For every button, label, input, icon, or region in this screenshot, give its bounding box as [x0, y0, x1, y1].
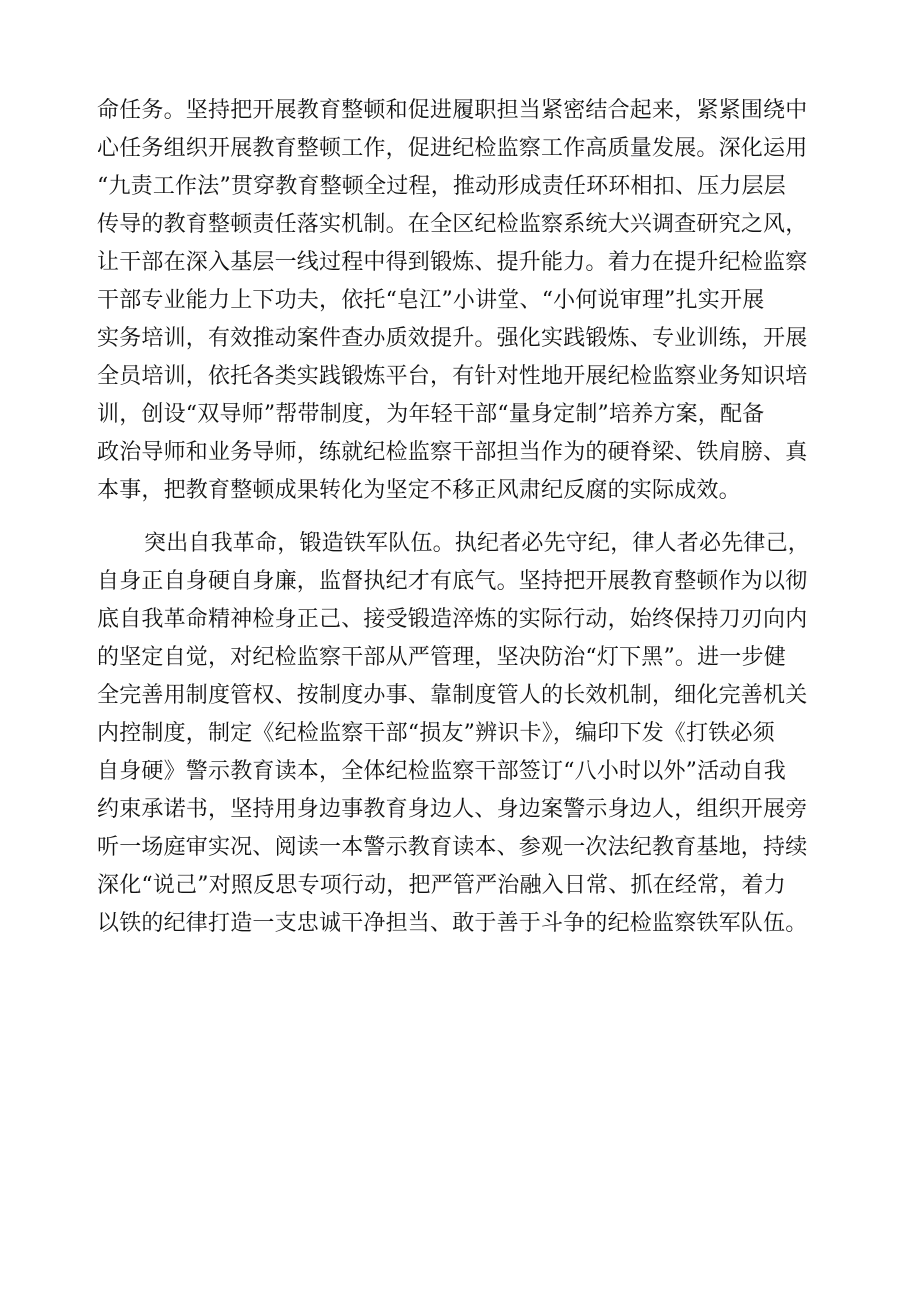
- text-line: 政治导师和业务导师，练就纪检监察干部担当作为的硬脊梁、铁肩膀、真: [97, 440, 808, 465]
- text-line: 本事，把教育整顿成果转化为坚定不移正风肃纪反腐的实际成效。: [97, 478, 741, 503]
- text-line: 底自我革命精神检身正己、接受锻造淬炼的实际行动，始终保持刀刃向内: [97, 607, 808, 632]
- text-line: 自身硬》警示教育读本，全体纪检监察干部签订“八小时以外”活动自我: [97, 759, 786, 784]
- paragraph-spacer: [97, 510, 857, 525]
- text-line: 全完善用制度管权、按制度办事、靠制度管人的长效机制，细化完善机关: [97, 683, 808, 708]
- text-line: 深化“说己”对照反思专项行动，把严管严治融入日常、抓在经常，着力: [97, 873, 786, 898]
- text-line: 听一场庭审实况、阅读一本警示教育读本、参观一次法纪教育基地，持续: [97, 835, 808, 860]
- text-line: 内控制度，制定《纪检监察干部“损友”辨识卡》，编印下发《打铁必须: [97, 721, 775, 746]
- text-line: 实务培训，有效推动案件查办质效提升。强化实践锻炼、专业训练，开展: [97, 326, 808, 351]
- paragraph-1: [97, 92, 857, 510]
- text-line: 训，创设“双导师”帮带制度，为年轻干部“量身定制”培养方案，配备: [97, 402, 765, 427]
- paragraph-2: [97, 525, 857, 943]
- text-line: 以铁的纪律打造一支忠诚干净担当、敢于善于斗争的纪检监察铁军队伍。: [97, 911, 808, 936]
- text-line: 突出自我革命，锻造铁军队伍。执纪者必先守纪，律人者必先律己，: [144, 531, 811, 556]
- text-line: 的坚定自觉，对纪检监察干部从严管理，坚决防治“灯下黑”。进一步健: [97, 645, 786, 670]
- text-line: 命任务。坚持把开展教育整顿和促进履职担当紧密结合起来，紧紧围绕中: [97, 98, 808, 123]
- text-line: 让干部在深入基层一线过程中得到锻炼、提升能力。着力在提升纪检监察: [97, 250, 808, 275]
- document-body: [97, 92, 857, 943]
- text-line: 自身正自身硬自身廉，监督执纪才有底气。坚持把开展教育整顿作为以彻: [97, 569, 808, 594]
- text-line: 全员培训，依托各类实践锻炼平台，有针对性地开展纪检监察业务知识培: [97, 364, 808, 389]
- text-line: 心任务组织开展教育整顿工作，促进纪检监察工作高质量发展。深化运用: [97, 136, 808, 161]
- text-line: 约束承诺书，坚持用身边事教育身边人、身边案警示身边人，组织开展旁: [97, 797, 808, 822]
- text-line: 传导的教育整顿责任落实机制。在全区纪检监察系统大兴调查研究之风，: [97, 212, 808, 237]
- text-line: “九责工作法”贯穿教育整顿全过程，推动形成责任环环相扣、压力层层: [97, 174, 786, 199]
- text-line: 干部专业能力上下功夫，依托“皂江”小讲堂、“小何说审理”扎实开展: [97, 288, 765, 313]
